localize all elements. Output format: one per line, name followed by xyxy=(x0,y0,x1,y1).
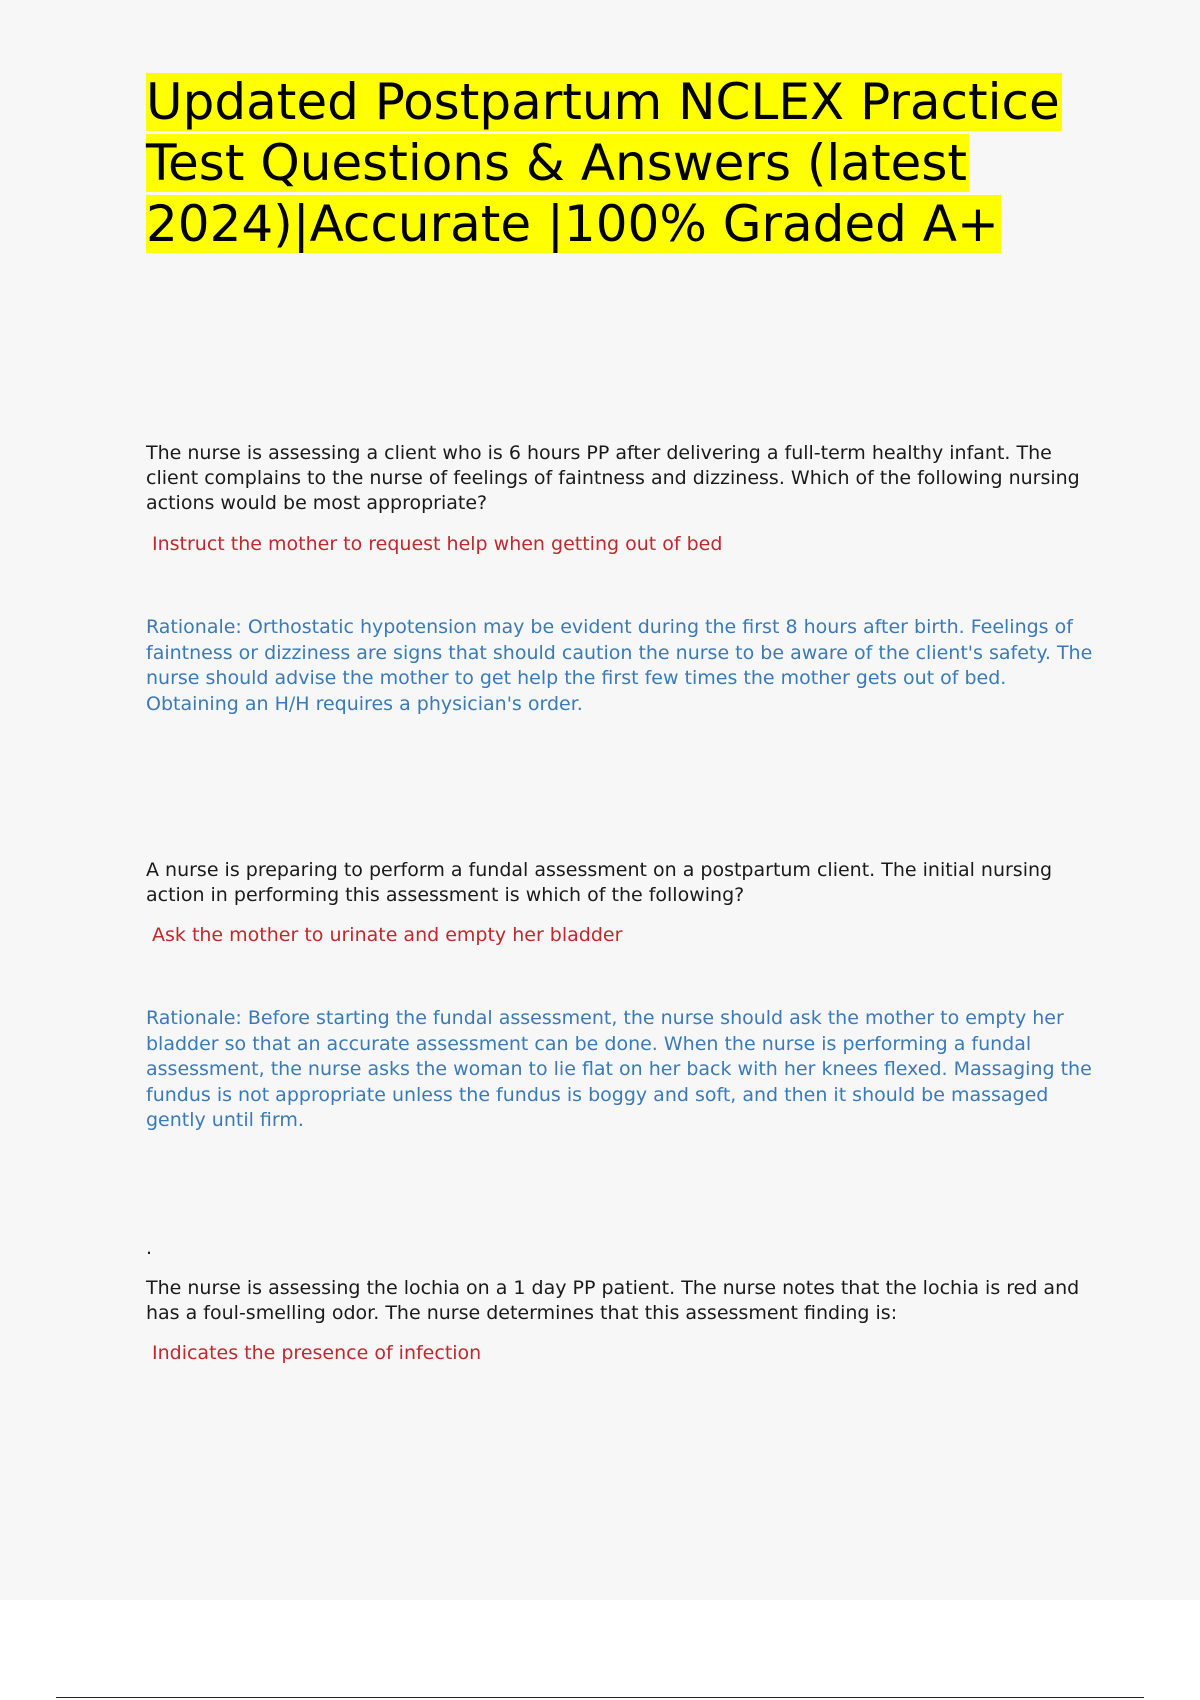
answer-1-text: Instruct the mother to request help when getting out of bed xyxy=(152,533,723,555)
question-2-text: A nurse is preparing to perform a fundal assessment on a postpartum client. The initial nursing action in performing this assessment is which of the following? xyxy=(146,859,1053,906)
rationale-1-text: Rationale: Orthostatic hypotension may be evident during the first 8 hours after birth. Feelings of faintness or dizziness are signs that should caution the nurse to be aware of the client's safety. The nurse should advise the mother to get help the first few times the mother gets out of bed. Obtaining an H/H requires a physician's order. xyxy=(146,616,1093,715)
answer-3-text: Indicates the presence of infection xyxy=(152,1342,482,1364)
document-title xyxy=(146,72,1106,255)
title-highlight: Updated Postpartum NCLEX Practice Test Questions & Answers (latest 2024)|Accurate |100% Graded A+ xyxy=(146,73,1060,253)
separator-dot: . xyxy=(146,1237,153,1259)
question-1-text: The nurse is assessing a client who is 6 hours PP after delivering a full-term healthy infant. The client complains to the nurse of feelings of faintness and dizziness. Which of the following nursing actions would be most appropriate? xyxy=(146,442,1080,514)
rationale-2-text: Rationale: Before starting the fundal assessment, the nurse should ask the mother to empty her bladder so that an accurate assessment can be done. When the nurse is performing a fundal assessment, the nurse asks the woman to lie flat on her back with her knees flexed. Massaging the fundus is not appropriate unless the fundus is boggy and soft, and then it should be massaged gently until firm. xyxy=(146,1007,1092,1131)
answer-2-text: Ask the mother to urinate and empty her bladder xyxy=(152,924,623,946)
footer-rule xyxy=(56,1697,1144,1698)
question-3-text: The nurse is assessing the lochia on a 1 day PP patient. The nurse notes that the lochia is red and has a foul-smelling odor. The nurse determines that this assessment finding is: xyxy=(146,1277,1080,1324)
